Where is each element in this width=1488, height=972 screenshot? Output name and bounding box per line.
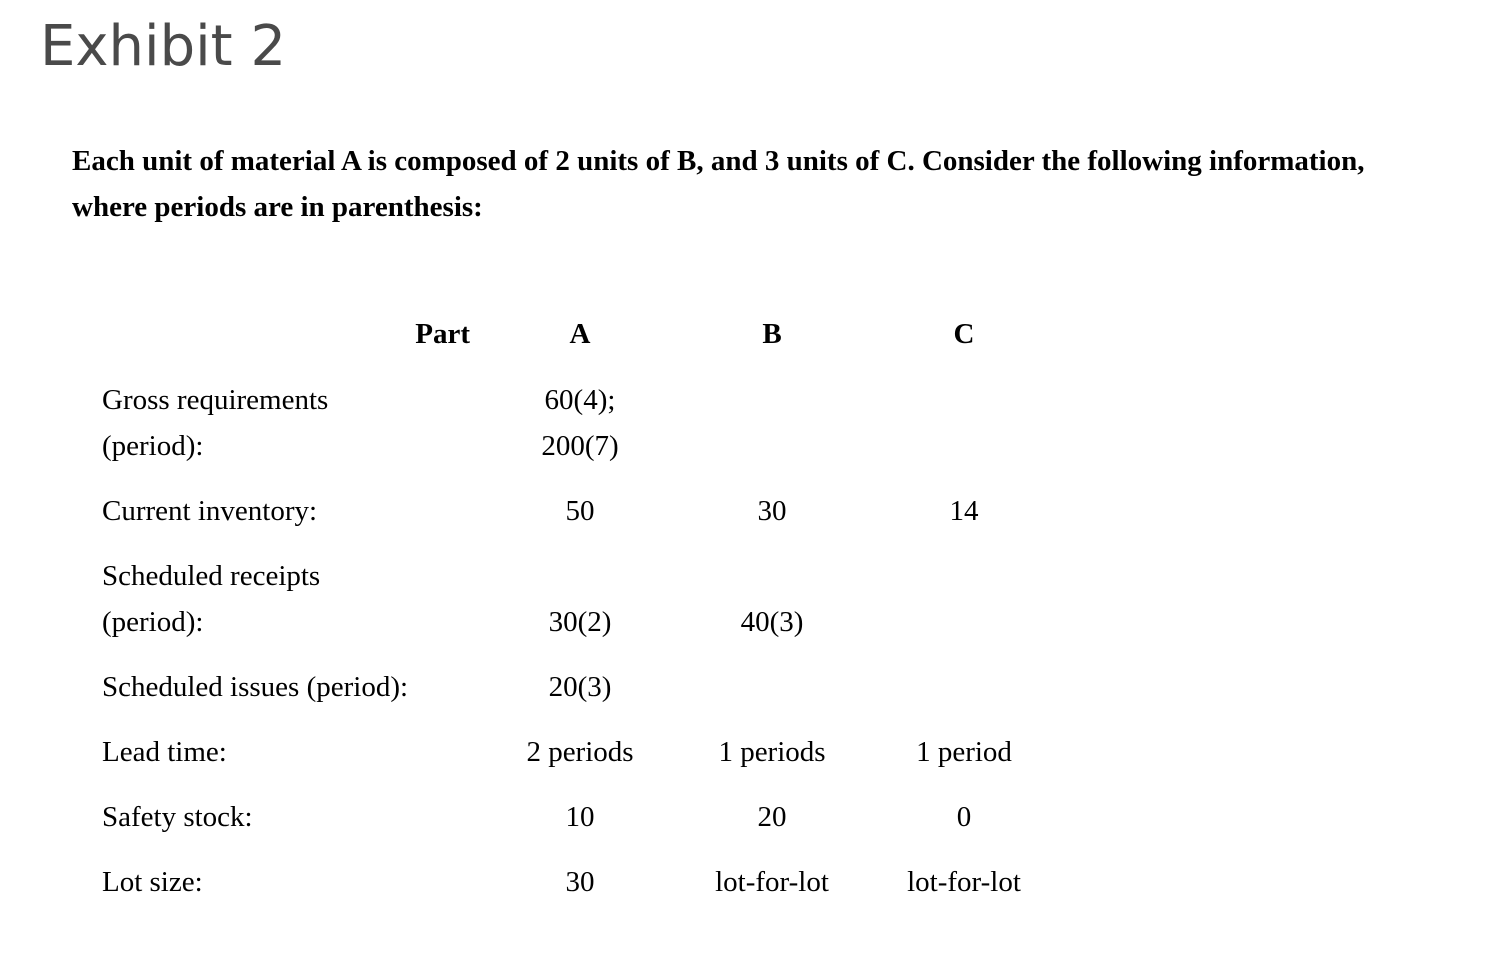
header-part-a: A: [569, 318, 591, 350]
cell-line: 60(4);: [544, 384, 616, 416]
cell-lot-size-c: lot-for-lot: [907, 866, 1021, 898]
row-label-gross-requirements: [102, 377, 328, 469]
row-label-line: Gross requirements: [102, 384, 329, 416]
row-label-current-inventory: Current inventory:: [102, 495, 318, 527]
cell-current-inventory-b: 30: [757, 495, 787, 527]
row-label-lead-time: Lead time:: [102, 736, 227, 768]
cell-lot-size-a: 30: [565, 866, 595, 898]
exhibit-title: Exhibit 2: [40, 14, 287, 79]
cell-gross-requirements-a: [541, 377, 618, 469]
cell-safety-stock-b: 20: [757, 801, 787, 833]
row-label-scheduled-issues: Scheduled issues (period):: [102, 671, 409, 703]
row-label-scheduled-receipts: [102, 553, 320, 645]
cell-safety-stock-c: 0: [956, 801, 972, 833]
row-label-line: (period):: [102, 606, 204, 638]
header-part: Part: [415, 318, 470, 350]
row-label-line: (period):: [102, 430, 204, 462]
cell-safety-stock-a: 10: [565, 801, 595, 833]
cell-current-inventory-a: 50: [565, 495, 595, 527]
row-label-safety-stock: Safety stock:: [102, 801, 253, 833]
cell-scheduled-receipts-a: 30(2): [548, 606, 612, 638]
intro-paragraph: Each unit of material A is composed of 2 units of B, and 3 units of C. Consider the following information, where periods are in parenthesis:: [72, 145, 1365, 223]
cell-scheduled-issues-a: 20(3): [548, 671, 612, 703]
cell-lead-time-a: 2 periods: [526, 736, 634, 768]
header-part-b: B: [762, 318, 782, 350]
cell-lead-time-c: 1 period: [916, 736, 1012, 768]
cell-lot-size-b: lot-for-lot: [715, 866, 829, 898]
header-part-c: C: [953, 318, 975, 350]
row-label-lot-size: Lot size:: [102, 866, 203, 898]
cell-scheduled-receipts-b: 40(3): [740, 606, 804, 638]
cell-current-inventory-c: 14: [949, 495, 979, 527]
cell-line: 200(7): [541, 430, 619, 462]
row-label-line: Scheduled receipts: [102, 560, 321, 592]
cell-lead-time-b: 1 periods: [718, 736, 826, 768]
